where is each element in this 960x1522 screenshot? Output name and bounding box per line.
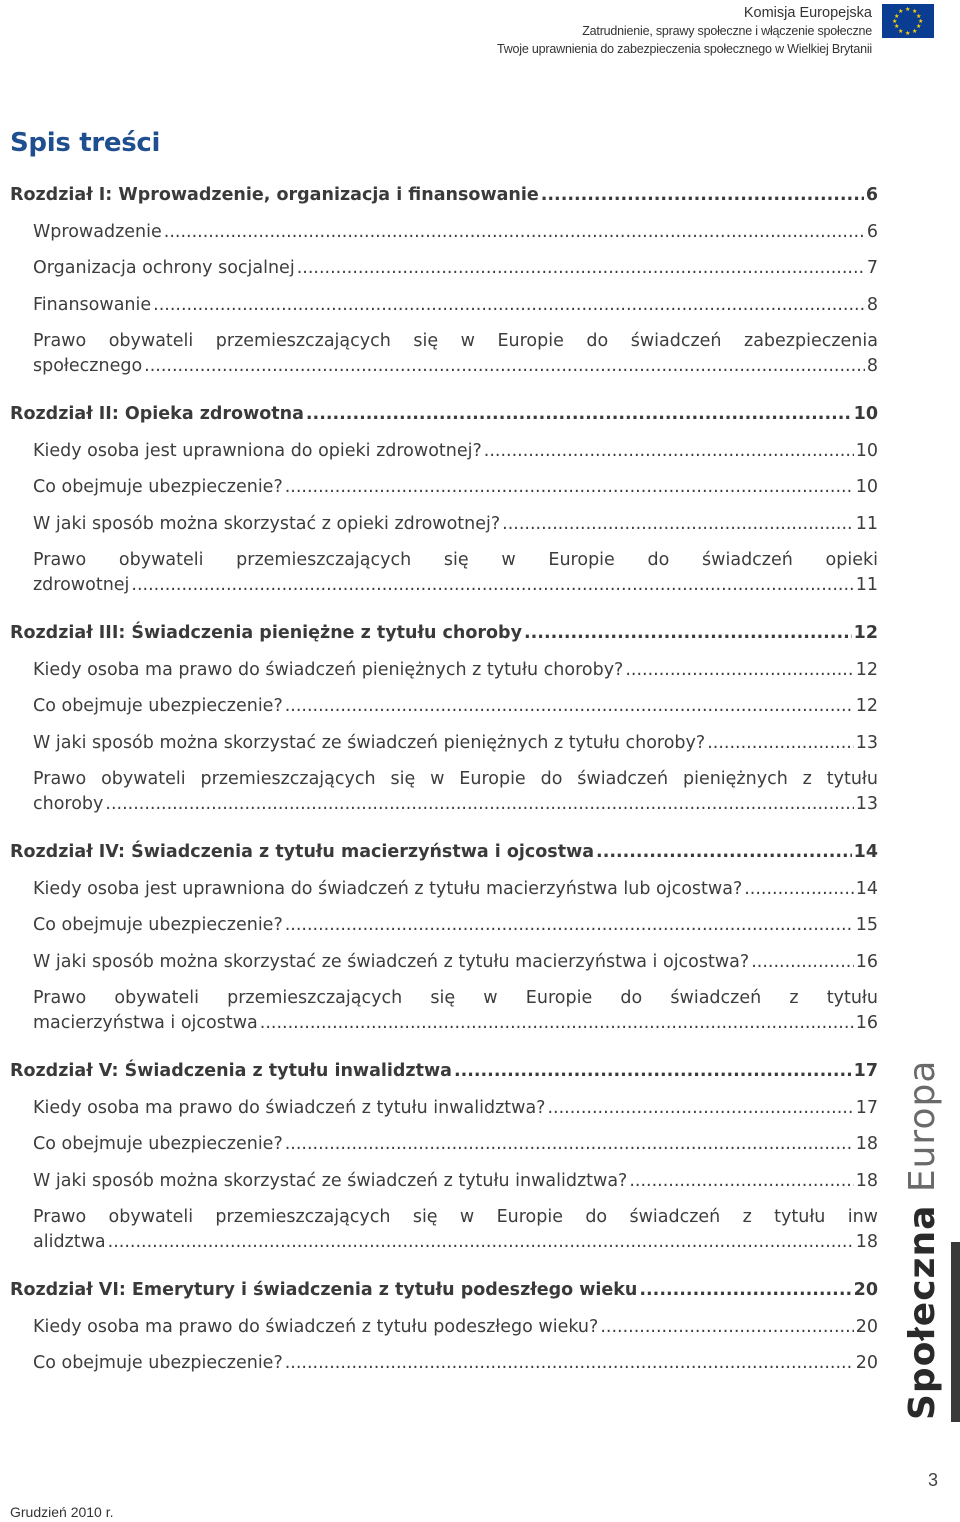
toc-page-number: 16 [855,1012,878,1033]
department-name: Zatrudnienie, sprawy społeczne i włączenie społeczne [582,24,872,38]
dot-leader [285,475,854,500]
toc-entry[interactable] [10,220,878,245]
dot-leader [600,1315,853,1340]
toc-page-number: 10 [855,477,878,497]
toc-page-number: 11 [855,513,878,534]
toc-entry-title: W jaki sposób można skorzystać ze świadczeń z tytułu inwalidztwa? [33,1170,628,1191]
page-title: Spis treści [10,128,161,158]
toc-entry[interactable] [10,694,878,719]
toc-entry[interactable] [10,548,878,597]
dot-leader [707,731,854,756]
dot-leader [306,402,852,427]
toc-entry[interactable] [10,329,878,378]
toc-entry[interactable] [10,293,878,318]
toc-entry[interactable] [10,1205,878,1254]
toc-page-number: 18 [855,1170,878,1191]
toc-page-number: 8 [866,355,878,376]
dot-leader [285,913,854,938]
toc-chapter[interactable] [10,1059,878,1084]
dot-leader [639,1278,851,1303]
toc-chapter[interactable] [10,183,878,208]
table-of-contents [10,183,878,1376]
toc-entry[interactable] [10,512,878,537]
toc-entry[interactable] [10,986,878,1035]
toc-page-number: 20 [853,1280,878,1300]
dot-leader [625,658,853,683]
dot-leader [260,1011,854,1036]
toc-entry-title: Co obejmuje ubezpieczenie? [33,477,283,497]
toc-page-number: 16 [855,951,878,972]
toc-entry-title: Co obejmuje ubezpieczenie? [33,696,283,716]
toc-entry-title-continued: społecznego [33,355,143,376]
toc-entry[interactable] [10,658,878,683]
dot-leader [285,694,854,719]
toc-entry-title: Rozdział IV: Świadczenia z tytułu macierzyństwa i ojcostwa [10,842,595,862]
dot-leader [164,220,865,245]
toc-entry[interactable] [10,767,878,816]
dot-leader [105,792,853,817]
toc-page-number: 13 [855,732,878,753]
toc-chapter[interactable] [10,621,878,646]
toc-entry-title: Rozdział I: Wprowadzenie, organizacja i finansowanie [10,185,539,205]
dot-leader [502,512,854,537]
dot-leader [596,840,852,865]
toc-entry-title: W jaki sposób można skorzystać ze świadczeń z tytułu macierzyństwa i ojcostwa? [33,951,750,972]
toc-entry-title: Rozdział VI: Emerytury i świadczenia z tytułu podeszłego wieku [10,1280,638,1300]
page-header [497,4,872,58]
dot-leader [297,256,865,281]
toc-entry-title: Co obejmuje ubezpieczenie? [33,1134,283,1154]
side-bar-decoration [951,1242,960,1422]
toc-entry-title: Rozdział II: Opieka zdrowotna [10,404,304,424]
toc-page-number: 15 [855,915,878,935]
toc-entry[interactable] [10,256,878,281]
toc-entry-title: W jaki sposób można skorzystać z opieki zdrowotnej? [33,513,501,534]
toc-page-number: 17 [853,1061,878,1081]
toc-entry-title: Kiedy osoba jest uprawniona do opieki zdrowotnej? [33,440,482,461]
toc-entry-title: Co obejmuje ubezpieczenie? [33,915,283,935]
toc-page-number: 8 [866,294,878,315]
spoleczna-europa-logo: Społeczna Europa [902,1059,943,1420]
document-subtitle: Twoje uprawnienia do zabezpieczenia społecznego w Wielkiej Brytanii [496,42,872,56]
toc-page-number: 12 [853,623,878,643]
toc-entry-title: Kiedy osoba ma prawo do świadczeń z tytułu podeszłego wieku? [33,1316,599,1337]
toc-page-number: 7 [866,258,878,278]
toc-entry-title: Kiedy osoba jest uprawniona do świadczeń z tytułu macierzyństwa lub ojcostwa? [33,878,743,899]
toc-entry[interactable] [10,475,878,500]
toc-page-number: 12 [855,696,878,716]
toc-page-number: 10 [853,404,878,424]
toc-entry-title-continued: macierzyństwa i ojcostwa [33,1012,258,1033]
dot-leader [285,1351,854,1376]
toc-entry-title: Prawo obywateli przemieszczających się w Europie do świadczeń pieniężnych z tytułu [33,769,878,789]
toc-chapter[interactable] [10,402,878,427]
eu-flag-icon: ★ ★ ★ ★ ★ ★ ★ ★ ★ ★ ★ ★ [882,4,934,38]
toc-entry-title: Co obejmuje ubezpieczenie? [33,1353,283,1373]
dot-leader [108,1230,854,1255]
toc-page-number: 6 [866,221,878,242]
toc-entry-title: Rozdział V: Świadczenia z tytułu inwalidztwa [10,1061,452,1081]
dot-leader [153,293,865,318]
toc-page-number: 14 [855,878,878,899]
toc-entry-title-continued: zdrowotnej [33,574,130,595]
dot-leader [484,439,854,464]
toc-entry-title: Rozdział III: Świadczenia pieniężne z tytułu choroby [10,623,522,643]
toc-entry-title: Prawo obywateli przemieszczających się w Europie do świadczeń z tytułu [33,988,878,1008]
toc-page-number: 6 [865,185,878,205]
toc-entry[interactable] [10,1169,878,1194]
toc-page-number: 13 [855,793,878,814]
toc-page-number: 18 [855,1134,878,1154]
toc-entry-title: W jaki sposób można skorzystać ze świadczeń pieniężnych z tytułu choroby? [33,732,706,753]
toc-entry-title: Prawo obywateli przemieszczających się w Europie do świadczeń z tytułu inw [33,1207,878,1227]
toc-entry[interactable] [10,1096,878,1121]
toc-page-number: 17 [855,1097,878,1118]
toc-entry-title: Finansowanie [33,294,152,315]
toc-page-number: 11 [855,574,878,595]
toc-entry[interactable] [10,731,878,756]
toc-page-number: 20 [855,1353,878,1373]
page-number: 3 [927,1470,938,1490]
toc-entry[interactable] [10,1315,878,1340]
toc-entry[interactable] [10,877,878,902]
toc-chapter[interactable] [10,840,878,865]
toc-entry[interactable] [10,913,878,938]
toc-page-number: 18 [855,1231,878,1252]
toc-entry-title-continued: choroby [33,793,104,814]
dot-leader [629,1169,853,1194]
organization-name: Komisja Europejska [743,5,872,21]
footer-date: Grudzień 2010 r. [10,1504,114,1520]
toc-entry-title: Kiedy osoba ma prawo do świadczeń pieniężnych z tytułu choroby? [33,659,624,680]
toc-entry-title: Kiedy osoba ma prawo do świadczeń z tytułu inwalidztwa? [33,1097,546,1118]
dot-leader [454,1059,852,1084]
dot-leader [751,950,854,975]
toc-entry-title-continued: alidztwa [33,1231,106,1252]
dot-leader [285,1132,854,1157]
dot-leader [144,354,865,379]
dot-leader [547,1096,853,1121]
toc-entry-title: Wprowadzenie [33,221,162,242]
dot-leader [744,877,853,902]
dot-leader [541,183,864,208]
dot-leader [131,573,853,598]
toc-entry[interactable] [10,950,878,975]
dot-leader [524,621,852,646]
toc-entry-title: Prawo obywateli przemieszczających się w Europie do świadczeń opieki [33,550,878,570]
toc-page-number: 14 [853,842,878,862]
toc-entry[interactable] [10,1351,878,1376]
toc-entry-title: Prawo obywateli przemieszczających się w Europie do świadczeń zabezpieczenia [33,331,878,351]
toc-entry[interactable] [10,439,878,464]
toc-page-number: 20 [855,1316,878,1337]
toc-chapter[interactable] [10,1278,878,1303]
toc-page-number: 12 [855,659,878,680]
toc-entry[interactable] [10,1132,878,1157]
toc-page-number: 10 [855,440,878,461]
toc-entry-title: Organizacja ochrony socjalnej [33,258,295,278]
